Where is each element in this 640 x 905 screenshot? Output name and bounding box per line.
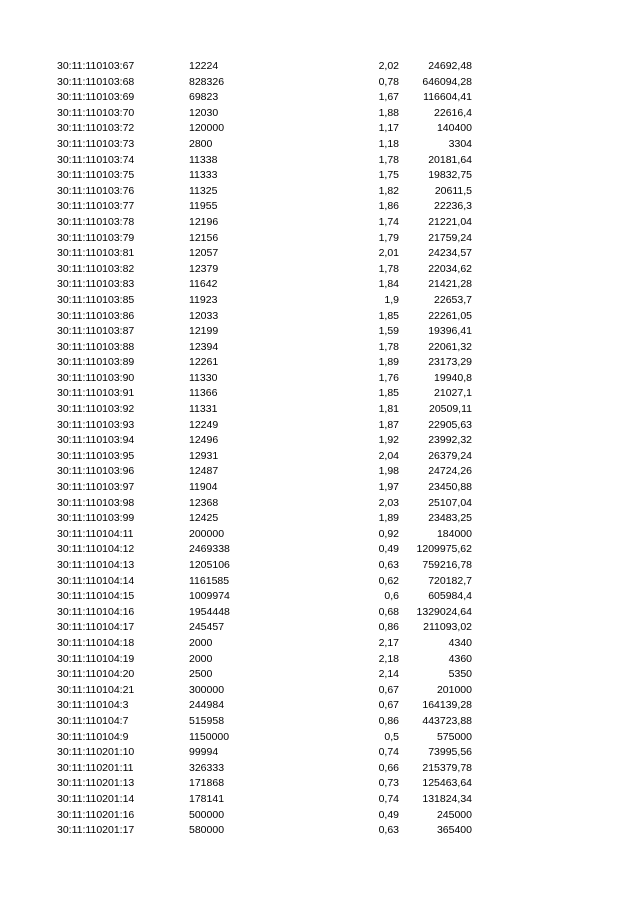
cell-cadastral-id: 30:11:110104:14 bbox=[57, 574, 135, 587]
cell-rate: 2,03 bbox=[378, 496, 399, 509]
table-row bbox=[0, 574, 640, 590]
table-row bbox=[0, 714, 640, 730]
cell-amount: 22653,7 bbox=[434, 293, 472, 306]
cell-cadastral-id: 30:11:110103:77 bbox=[57, 200, 135, 213]
cell-rate: 1,78 bbox=[378, 153, 399, 166]
table-row bbox=[0, 215, 640, 231]
cell-rate: 2,14 bbox=[378, 668, 399, 681]
cell-rate: 1,18 bbox=[378, 137, 399, 150]
cell-rate: 2,01 bbox=[378, 247, 399, 260]
cell-cadastral-id: 30:11:110201:17 bbox=[57, 824, 135, 837]
cell-quantity: 11923 bbox=[189, 293, 218, 306]
cell-cadastral-id: 30:11:110103:85 bbox=[57, 293, 135, 306]
cell-quantity: 2469338 bbox=[189, 543, 230, 556]
cell-rate: 0,66 bbox=[378, 761, 399, 774]
table-row bbox=[0, 542, 640, 558]
table-row bbox=[0, 683, 640, 699]
cell-amount: 164139,28 bbox=[422, 699, 472, 712]
cell-rate: 1,97 bbox=[378, 481, 399, 494]
cell-quantity: 120000 bbox=[189, 122, 225, 135]
cell-quantity: 99994 bbox=[189, 746, 219, 759]
cell-amount: 19940,8 bbox=[434, 371, 472, 384]
cell-rate: 0,92 bbox=[378, 527, 399, 540]
table-row bbox=[0, 168, 640, 184]
table-row bbox=[0, 199, 640, 215]
cell-amount: 215379,78 bbox=[422, 761, 472, 774]
cell-amount: 131824,34 bbox=[422, 792, 472, 805]
cell-cadastral-id: 30:11:110104:20 bbox=[57, 668, 135, 681]
cell-cadastral-id: 30:11:110104:3 bbox=[57, 699, 129, 712]
table-row bbox=[0, 511, 640, 527]
table-row bbox=[0, 324, 640, 340]
cell-cadastral-id: 30:11:110104:16 bbox=[57, 605, 135, 618]
cell-cadastral-id: 30:11:110104:21 bbox=[57, 683, 135, 696]
cell-amount: 4360 bbox=[448, 652, 472, 665]
cell-amount: 184000 bbox=[436, 527, 472, 540]
table-row bbox=[0, 402, 640, 418]
cell-rate: 1,89 bbox=[378, 356, 399, 369]
cell-amount: 211093,02 bbox=[423, 621, 472, 634]
cell-amount: 25107,04 bbox=[428, 496, 472, 509]
cell-quantity: 11333 bbox=[189, 169, 218, 182]
cell-quantity: 1205106 bbox=[189, 559, 230, 571]
table-row bbox=[0, 464, 640, 480]
cell-amount: 605984,4 bbox=[428, 590, 472, 603]
table-row bbox=[0, 496, 640, 512]
cell-amount: 23483,25 bbox=[428, 512, 472, 525]
cell-cadastral-id: 30:11:110103:88 bbox=[57, 340, 135, 353]
cell-quantity: 11904 bbox=[189, 481, 218, 494]
cell-quantity: 12196 bbox=[189, 215, 219, 228]
cell-quantity: 12199 bbox=[189, 325, 219, 338]
cell-cadastral-id: 30:11:110201:11 bbox=[57, 761, 134, 774]
cell-amount: 24724,26 bbox=[428, 465, 472, 478]
table-row bbox=[0, 808, 640, 824]
cell-amount: 22236,3 bbox=[434, 200, 472, 213]
cell-quantity: 171868 bbox=[189, 777, 225, 790]
table-row bbox=[0, 433, 640, 449]
cell-rate: 0,67 bbox=[378, 699, 399, 712]
cell-amount: 22061,32 bbox=[428, 340, 472, 353]
table-row bbox=[0, 59, 640, 75]
cell-amount: 21221,04 bbox=[428, 215, 472, 228]
cell-cadastral-id: 30:11:110103:98 bbox=[57, 496, 135, 509]
cell-cadastral-id: 30:11:110103:70 bbox=[57, 106, 135, 119]
cell-quantity: 12033 bbox=[189, 309, 219, 322]
cell-quantity: 2000 bbox=[189, 652, 213, 665]
cell-rate: 0,63 bbox=[378, 559, 399, 571]
table-row bbox=[0, 792, 640, 808]
cell-quantity: 12368 bbox=[189, 496, 219, 509]
cell-cadastral-id: 30:11:110104:7 bbox=[57, 714, 129, 727]
cell-cadastral-id: 30:11:110103:97 bbox=[57, 481, 135, 494]
cell-amount: 575000 bbox=[436, 730, 472, 743]
table-row bbox=[0, 137, 640, 153]
cell-amount: 201000 bbox=[436, 683, 472, 696]
table-row bbox=[0, 184, 640, 200]
cell-quantity: 2800 bbox=[189, 137, 213, 150]
cell-quantity: 12030 bbox=[189, 106, 219, 119]
cell-amount: 23173,29 bbox=[428, 356, 472, 369]
cell-quantity: 2500 bbox=[189, 668, 213, 681]
cell-quantity: 500000 bbox=[189, 808, 225, 821]
cell-amount: 24234,57 bbox=[428, 247, 472, 260]
table-row bbox=[0, 246, 640, 262]
cell-quantity: 12487 bbox=[189, 465, 219, 478]
cell-rate: 1,84 bbox=[378, 278, 399, 291]
table-row bbox=[0, 761, 640, 777]
table-row bbox=[0, 340, 640, 356]
table-row bbox=[0, 776, 640, 792]
cell-cadastral-id: 30:11:110103:87 bbox=[57, 325, 135, 338]
cell-quantity: 69823 bbox=[189, 91, 219, 104]
cell-rate: 2,17 bbox=[378, 636, 399, 649]
cell-quantity: 1954448 bbox=[189, 605, 230, 618]
cell-cadastral-id: 30:11:110104:15 bbox=[57, 590, 135, 603]
cell-cadastral-id: 30:11:110104:9 bbox=[57, 730, 129, 743]
table-row bbox=[0, 745, 640, 761]
cell-cadastral-id: 30:11:110103:74 bbox=[57, 153, 135, 166]
cell-cadastral-id: 30:11:110104:18 bbox=[57, 636, 135, 649]
cell-rate: 1,17 bbox=[378, 122, 399, 135]
cell-cadastral-id: 30:11:110103:69 bbox=[57, 91, 135, 104]
cell-quantity: 12425 bbox=[189, 512, 219, 525]
cell-cadastral-id: 30:11:110103:68 bbox=[57, 75, 135, 88]
cell-amount: 19396,41 bbox=[428, 325, 472, 338]
cell-quantity: 300000 bbox=[189, 683, 225, 696]
cell-cadastral-id: 30:11:110201:14 bbox=[57, 792, 135, 805]
cell-amount: 1209975,62 bbox=[416, 543, 472, 556]
cell-cadastral-id: 30:11:110103:94 bbox=[57, 434, 135, 447]
cell-quantity: 245457 bbox=[189, 621, 225, 634]
table-row bbox=[0, 309, 640, 325]
cell-amount: 21027,1 bbox=[434, 387, 472, 400]
cell-cadastral-id: 30:11:110103:99 bbox=[57, 512, 135, 525]
cell-rate: 1,74 bbox=[378, 215, 399, 228]
cell-quantity: 12156 bbox=[189, 231, 219, 244]
cell-amount: 646094,28 bbox=[422, 75, 472, 88]
cell-amount: 3304 bbox=[448, 137, 472, 150]
table-row bbox=[0, 386, 640, 402]
cell-rate: 1,87 bbox=[378, 418, 399, 431]
cell-amount: 23992,32 bbox=[428, 434, 472, 447]
table-row bbox=[0, 823, 640, 839]
cell-rate: 2,18 bbox=[378, 652, 399, 665]
cell-cadastral-id: 30:11:110103:79 bbox=[57, 231, 135, 244]
cell-rate: 1,78 bbox=[378, 262, 399, 275]
cell-amount: 245000 bbox=[436, 808, 472, 821]
cell-cadastral-id: 30:11:110104:11 bbox=[57, 527, 134, 540]
table-row bbox=[0, 480, 640, 496]
cell-amount: 26379,24 bbox=[428, 449, 472, 462]
cell-rate: 0,67 bbox=[378, 683, 399, 696]
cell-amount: 116604,41 bbox=[423, 91, 472, 104]
cell-amount: 1329024,64 bbox=[416, 605, 472, 618]
table-row bbox=[0, 667, 640, 683]
cell-amount: 73995,56 bbox=[428, 746, 472, 759]
table-row bbox=[0, 620, 640, 636]
cell-quantity: 580000 bbox=[189, 824, 225, 837]
cell-quantity: 12379 bbox=[189, 262, 219, 275]
cell-rate: 1,79 bbox=[378, 231, 399, 244]
cell-rate: 0,78 bbox=[378, 75, 399, 88]
cell-rate: 1,75 bbox=[378, 169, 399, 182]
cell-quantity: 11331 bbox=[189, 403, 218, 416]
cell-cadastral-id: 30:11:110104:17 bbox=[57, 621, 135, 634]
table-row bbox=[0, 371, 640, 387]
cell-cadastral-id: 30:11:110103:96 bbox=[57, 465, 135, 478]
cell-cadastral-id: 30:11:110201:16 bbox=[57, 808, 135, 821]
cell-rate: 0,74 bbox=[378, 746, 399, 759]
cell-quantity: 326333 bbox=[189, 761, 225, 774]
cell-cadastral-id: 30:11:110103:83 bbox=[57, 278, 135, 291]
cell-amount: 21421,28 bbox=[428, 278, 472, 291]
table-row bbox=[0, 121, 640, 137]
cell-quantity: 515958 bbox=[189, 714, 225, 727]
cell-cadastral-id: 30:11:110201:13 bbox=[57, 777, 135, 790]
table-row bbox=[0, 106, 640, 122]
table-row bbox=[0, 355, 640, 371]
cell-quantity: 12224 bbox=[189, 60, 219, 72]
cell-cadastral-id: 30:11:110103:81 bbox=[57, 247, 135, 260]
cell-rate: 1,98 bbox=[378, 465, 399, 478]
cell-rate: 0,86 bbox=[378, 621, 399, 634]
cell-cadastral-id: 30:11:110103:72 bbox=[57, 122, 135, 135]
cell-rate: 2,02 bbox=[378, 60, 399, 72]
cell-amount: 19832,75 bbox=[428, 169, 472, 182]
table-row bbox=[0, 277, 640, 293]
table-row bbox=[0, 293, 640, 309]
cell-rate: 0,86 bbox=[378, 714, 399, 727]
cell-cadastral-id: 30:11:110103:67 bbox=[57, 60, 135, 72]
cell-rate: 0,68 bbox=[378, 605, 399, 618]
table-row bbox=[0, 698, 640, 714]
table-row bbox=[0, 231, 640, 247]
cell-rate: 0,62 bbox=[378, 574, 399, 587]
cell-cadastral-id: 30:11:110103:91 bbox=[57, 387, 135, 400]
cell-cadastral-id: 30:11:110103:78 bbox=[57, 215, 135, 228]
cell-rate: 0,73 bbox=[378, 777, 399, 790]
data-table bbox=[0, 59, 640, 839]
cell-amount: 759216,78 bbox=[422, 559, 472, 571]
cell-quantity: 11366 bbox=[189, 387, 218, 400]
cell-cadastral-id: 30:11:110103:73 bbox=[57, 137, 135, 150]
table-row bbox=[0, 527, 640, 543]
cell-quantity: 12057 bbox=[189, 247, 219, 260]
cell-quantity: 11330 bbox=[189, 371, 218, 384]
table-row bbox=[0, 90, 640, 106]
cell-quantity: 828326 bbox=[189, 75, 225, 88]
table-row bbox=[0, 558, 640, 574]
cell-rate: 0,49 bbox=[378, 808, 399, 821]
cell-quantity: 12249 bbox=[189, 418, 219, 431]
cell-rate: 1,88 bbox=[378, 106, 399, 119]
table-row bbox=[0, 730, 640, 746]
table-row bbox=[0, 75, 640, 91]
cell-amount: 20181,64 bbox=[428, 153, 472, 166]
cell-quantity: 200000 bbox=[189, 527, 225, 540]
table-row bbox=[0, 605, 640, 621]
table-row bbox=[0, 652, 640, 668]
cell-rate: 0,49 bbox=[378, 543, 399, 556]
cell-quantity: 1009974 bbox=[189, 590, 230, 603]
table-row bbox=[0, 589, 640, 605]
cell-cadastral-id: 30:11:110103:90 bbox=[57, 371, 135, 384]
cell-rate: 0,5 bbox=[384, 730, 399, 743]
cell-rate: 2,04 bbox=[378, 449, 399, 462]
cell-cadastral-id: 30:11:110103:75 bbox=[57, 169, 135, 182]
table-row bbox=[0, 418, 640, 434]
cell-cadastral-id: 30:11:110103:82 bbox=[57, 262, 135, 275]
cell-amount: 720182,7 bbox=[428, 574, 472, 587]
cell-amount: 22261,05 bbox=[428, 309, 472, 322]
table-row bbox=[0, 262, 640, 278]
cell-cadastral-id: 30:11:110103:93 bbox=[57, 418, 135, 431]
cell-cadastral-id: 30:11:110104:12 bbox=[57, 543, 135, 556]
cell-amount: 24692,48 bbox=[428, 60, 472, 72]
cell-rate: 1,86 bbox=[378, 200, 399, 213]
cell-rate: 1,85 bbox=[378, 309, 399, 322]
cell-quantity: 1150000 bbox=[189, 730, 230, 743]
cell-rate: 0,63 bbox=[378, 824, 399, 837]
cell-cadastral-id: 30:11:110103:76 bbox=[57, 184, 135, 197]
cell-rate: 1,92 bbox=[378, 434, 399, 447]
cell-amount: 20509,11 bbox=[428, 403, 472, 416]
cell-quantity: 11338 bbox=[189, 153, 218, 166]
cell-rate: 1,82 bbox=[378, 184, 399, 197]
cell-rate: 1,67 bbox=[378, 91, 399, 104]
cell-quantity: 178141 bbox=[189, 792, 225, 805]
table-row bbox=[0, 449, 640, 465]
cell-quantity: 11955 bbox=[189, 200, 218, 213]
cell-cadastral-id: 30:11:110103:86 bbox=[57, 309, 135, 322]
cell-cadastral-id: 30:11:110103:95 bbox=[57, 449, 135, 462]
cell-amount: 21759,24 bbox=[428, 231, 472, 244]
table-row bbox=[0, 153, 640, 169]
cell-quantity: 244984 bbox=[189, 699, 225, 712]
cell-amount: 365400 bbox=[436, 824, 472, 837]
table-row bbox=[0, 636, 640, 652]
cell-rate: 0,74 bbox=[378, 792, 399, 805]
cell-amount: 4340 bbox=[448, 636, 472, 649]
cell-amount: 140400 bbox=[436, 122, 472, 135]
cell-amount: 125463,64 bbox=[422, 777, 472, 790]
cell-rate: 1,9 bbox=[384, 293, 399, 306]
cell-quantity: 2000 bbox=[189, 636, 213, 649]
cell-quantity: 11325 bbox=[189, 184, 218, 197]
cell-amount: 22034,62 bbox=[428, 262, 472, 275]
cell-rate: 1,76 bbox=[378, 371, 399, 384]
cell-quantity: 1161585 bbox=[189, 574, 230, 587]
cell-cadastral-id: 30:11:110104:19 bbox=[57, 652, 135, 665]
cell-quantity: 11642 bbox=[189, 278, 218, 291]
cell-amount: 23450,88 bbox=[428, 481, 472, 494]
cell-quantity: 12394 bbox=[189, 340, 219, 353]
cell-cadastral-id: 30:11:110201:10 bbox=[57, 746, 135, 759]
cell-quantity: 12261 bbox=[189, 356, 219, 369]
cell-amount: 443723,88 bbox=[422, 714, 472, 727]
cell-cadastral-id: 30:11:110104:13 bbox=[57, 559, 135, 571]
cell-cadastral-id: 30:11:110103:92 bbox=[57, 403, 135, 416]
cell-rate: 1,85 bbox=[378, 387, 399, 400]
cell-cadastral-id: 30:11:110103:89 bbox=[57, 356, 135, 369]
cell-amount: 22905,63 bbox=[428, 418, 472, 431]
cell-amount: 20611,5 bbox=[434, 184, 472, 197]
cell-amount: 5350 bbox=[448, 668, 472, 681]
cell-quantity: 12496 bbox=[189, 434, 219, 447]
cell-rate: 1,81 bbox=[378, 403, 399, 416]
cell-rate: 1,78 bbox=[378, 340, 399, 353]
cell-rate: 0,6 bbox=[384, 590, 399, 603]
cell-quantity: 12931 bbox=[189, 449, 219, 462]
cell-rate: 1,59 bbox=[378, 325, 399, 338]
cell-amount: 22616,4 bbox=[434, 106, 472, 119]
cell-rate: 1,89 bbox=[378, 512, 399, 525]
